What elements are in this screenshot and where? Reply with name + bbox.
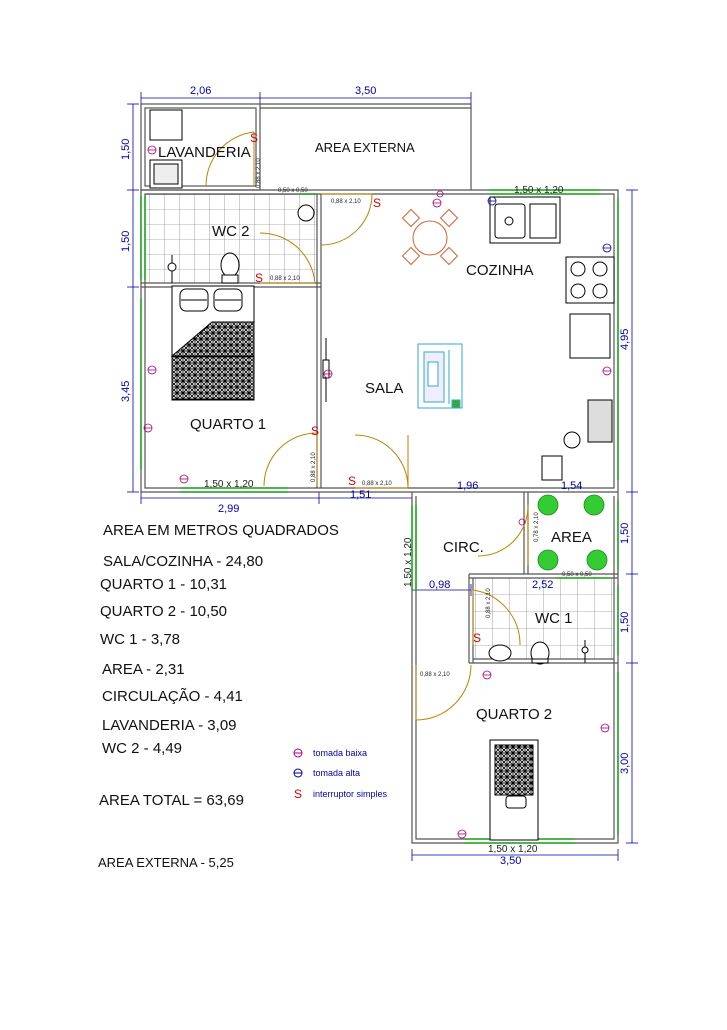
dining-table xyxy=(403,210,458,265)
dim-bottom-q1: 2,99 xyxy=(218,503,240,515)
dim-area-width: 1,54 xyxy=(561,480,583,492)
dim-left-3: 3,45 xyxy=(120,380,132,402)
svg-text:S: S xyxy=(373,196,382,210)
dim-right-kitchen: 4,95 xyxy=(619,328,631,350)
legend-switch: interruptor simples xyxy=(313,789,388,799)
area-item-quarto2: QUARTO 2 - 10,50 xyxy=(100,603,228,620)
dim-circ-left: 0,98 xyxy=(429,579,451,591)
room-wc2: WC 2 xyxy=(212,223,250,240)
area-external: AREA EXTERNA - 5,25 xyxy=(98,855,234,870)
label-door-wc2-bottom: 0,88 x 2,10 xyxy=(270,276,300,282)
dim-quarto2-height: 3,00 xyxy=(619,752,631,774)
legend-high-outlet: tomada alta xyxy=(313,768,361,778)
single-bed xyxy=(490,740,538,840)
label-door-lav: 0,88 x 2,10 xyxy=(256,158,262,188)
room-quarto1: QUARTO 1 xyxy=(190,416,267,433)
dim-wc1-height: 1,50 xyxy=(619,611,631,633)
label-window-q1: 1,50 x 1,20 xyxy=(204,479,254,490)
area-item-sala-cozinha: SALA/COZINHA - 24,80 xyxy=(103,553,264,570)
room-circ: CIRC. xyxy=(443,539,484,556)
label-door-sala-bottom: 0,88 x 2,10 xyxy=(362,481,392,487)
room-area: AREA xyxy=(551,529,592,546)
room-quarto2: QUARTO 2 xyxy=(476,706,553,723)
label-door-wc2-top: 0,88 x 2,10 xyxy=(331,199,361,205)
room-sala: SALA xyxy=(365,380,404,397)
label-window-q2: 1,50 x 1,20 xyxy=(488,844,538,855)
areas-heading: AREA EM METROS QUADRADOS xyxy=(103,522,339,539)
svg-text:S: S xyxy=(348,474,357,488)
room-lavanderia: LAVANDERIA xyxy=(158,144,251,161)
svg-text:S: S xyxy=(250,131,259,145)
label-door-q2: 0,88 x 2,10 xyxy=(420,672,450,678)
dim-top-right: 3,50 xyxy=(355,85,377,97)
dim-bottom-sala: 1,51 xyxy=(350,489,372,501)
dim-wc1-width: 2,52 xyxy=(532,579,554,591)
switch-icon: S xyxy=(294,787,303,801)
dim-left-2: 1,50 xyxy=(120,230,132,252)
svg-text:S: S xyxy=(473,631,482,645)
label-door-wc1: 0,88 x 2,10 xyxy=(486,588,492,618)
area-item-wc1: WC 1 - 3,78 xyxy=(100,631,181,648)
sofa xyxy=(418,344,462,408)
area-item-wc2: WC 2 - 4,49 xyxy=(102,740,183,757)
room-wc1: WC 1 xyxy=(535,610,573,627)
label-window-circ: 1,50 x 1,20 xyxy=(403,537,414,587)
high-outlet-icon xyxy=(293,768,303,778)
label-vent-wc2: 0,50 x 0,50 xyxy=(278,188,308,194)
room-area-externa: AREA EXTERNA xyxy=(315,140,415,155)
kitchen-counter xyxy=(490,197,614,480)
area-item-lavanderia: LAVANDERIA - 3,09 xyxy=(102,717,237,734)
dim-left-1: 1,50 xyxy=(120,138,132,160)
low-outlet-icon xyxy=(293,748,303,758)
svg-text:S: S xyxy=(255,271,264,285)
svg-text:S: S xyxy=(311,424,320,438)
area-item-circulacao: CIRCULAÇÃO - 4,41 xyxy=(102,688,243,705)
dim-circ-width: 1,96 xyxy=(457,480,479,492)
double-bed xyxy=(172,286,254,400)
label-window-kitchen: 1,50 x 1,20 xyxy=(514,185,564,196)
dim-bottom-q2: 3,50 xyxy=(500,855,522,867)
legend-low-outlet: tomada baixa xyxy=(313,748,368,758)
label-vent-area: 0,50 x 0,50 xyxy=(562,572,592,578)
label-door-area: 0,78 x 2,10 xyxy=(534,512,540,542)
area-item-area: AREA - 2,31 xyxy=(102,661,185,678)
dim-top-left: 2,06 xyxy=(190,85,212,97)
dim-area-height: 1,50 xyxy=(619,522,631,544)
area-total: AREA TOTAL = 63,69 xyxy=(99,792,244,809)
label-door-q1: 0,88 x 2,10 xyxy=(311,452,317,482)
room-cozinha: COZINHA xyxy=(466,262,534,279)
area-item-quarto1: QUARTO 1 - 10,31 xyxy=(100,576,228,593)
